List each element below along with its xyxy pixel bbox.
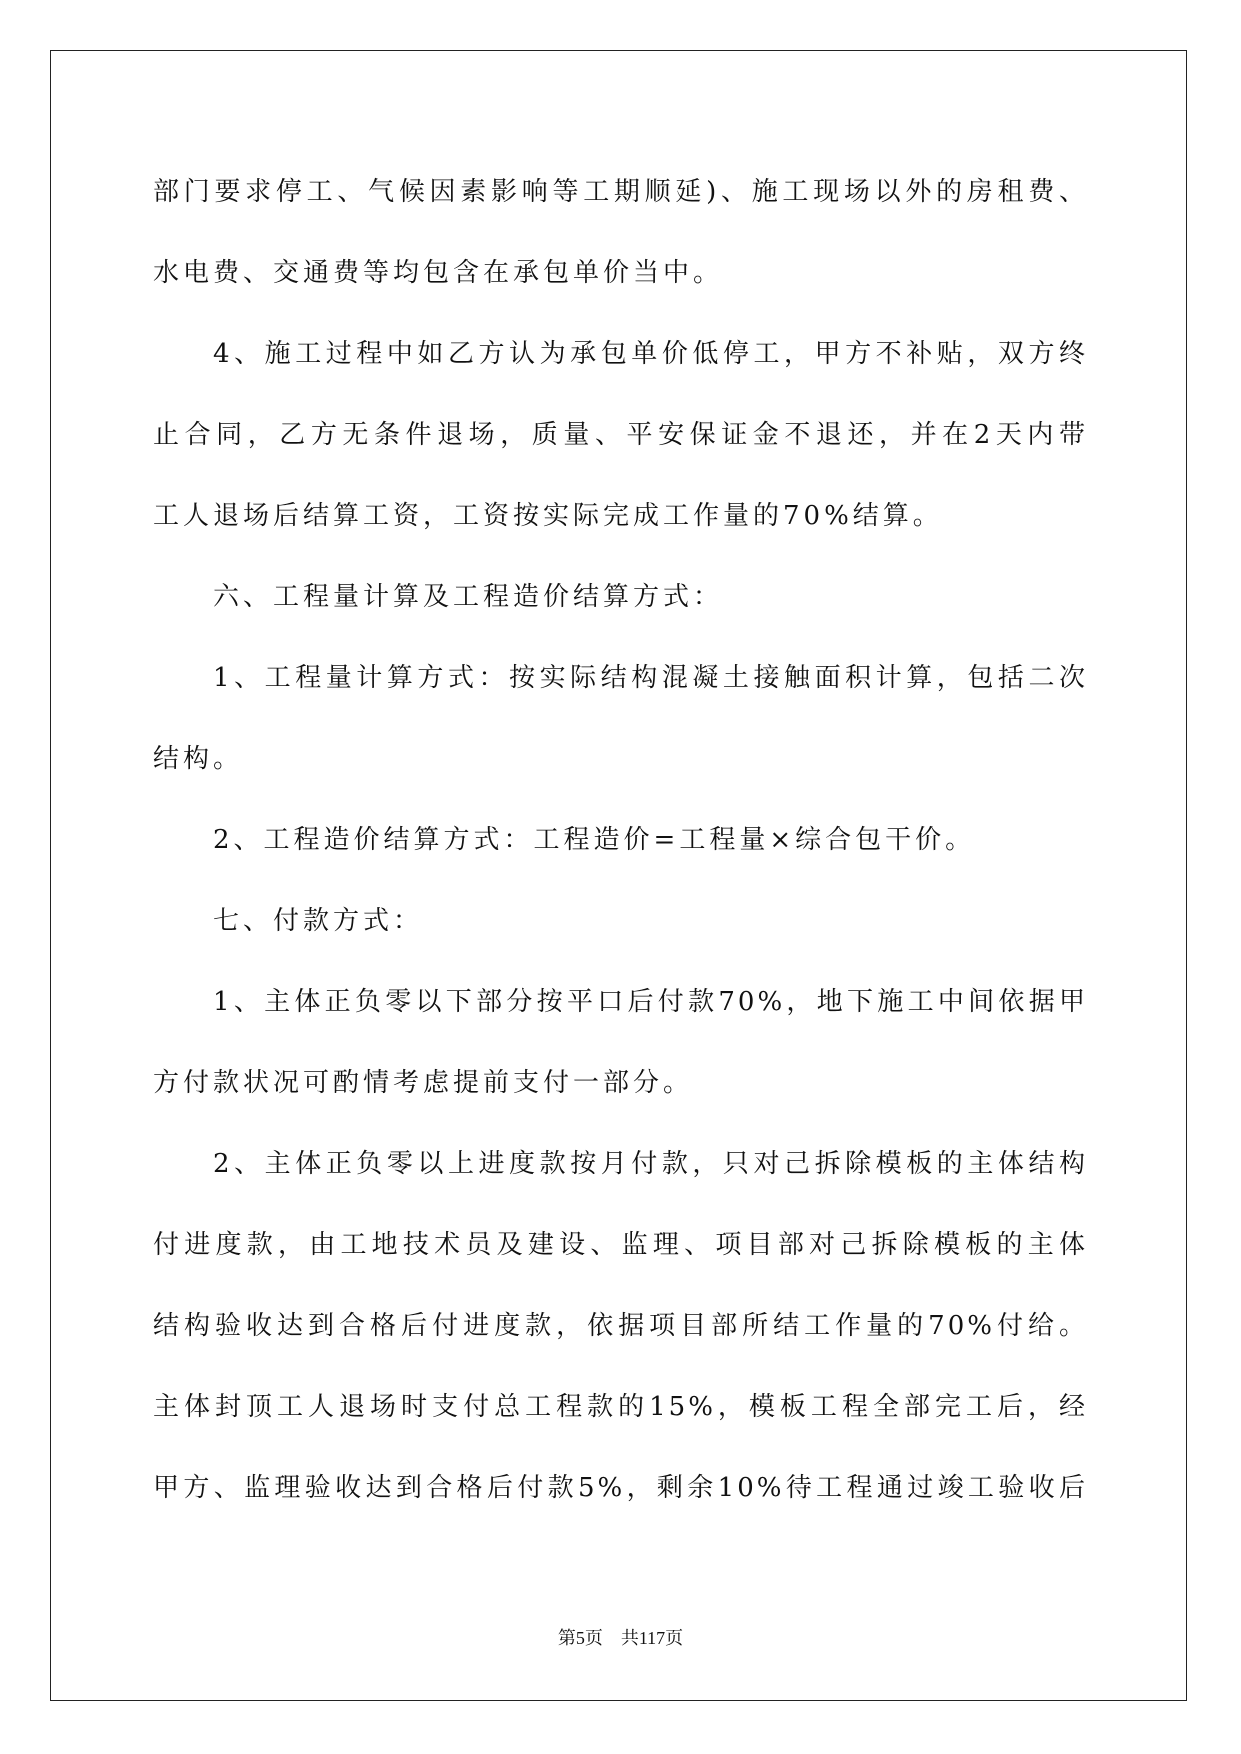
page-total: 共117页 xyxy=(620,1628,684,1648)
text-line: 水电费、交通费等均包含在承包单价当中。 xyxy=(153,258,724,288)
text-line: 付进度款，由工地技术员及建设、监理、项目部对己拆除模板的主体 xyxy=(153,1230,1088,1260)
text-line: 结构。 xyxy=(153,744,244,774)
text-line: 2、工程造价结算方式：工程造价=工程量×综合包干价。 xyxy=(213,825,976,855)
text-line: 工人退场后结算工资，工资按实际完成工作量的70%结算。 xyxy=(153,501,943,531)
text-line: 结构验收达到合格后付进度款，依据项目部所结工作量的70%付给。 xyxy=(153,1311,1088,1341)
text-line: 部门要求停工、气候因素影响等工期顺延)、施工现场以外的房租费、 xyxy=(153,177,1088,207)
page-footer xyxy=(0,1624,1241,1652)
text-line: 主体封顶工人退场时支付总工程款的15%，模板工程全部完工后，经 xyxy=(153,1392,1088,1422)
text-line: 方付款状况可酌情考虑提前支付一部分。 xyxy=(153,1068,694,1098)
text-line: 1、主体正负零以下部分按平口后付款70%，地下施工中间依据甲 xyxy=(213,987,1088,1017)
text-line: 2、主体正负零以上进度款按月付款，只对己拆除模板的主体结构 xyxy=(213,1149,1088,1179)
text-line: 止合同，乙方无条件退场，质量、平安保证金不退还，并在2天内带 xyxy=(153,420,1088,450)
text-line: 1、工程量计算方式：按实际结构混凝土接触面积计算，包括二次 xyxy=(213,663,1088,693)
document-body xyxy=(153,152,1088,1529)
text-line: 甲方、监理验收达到合格后付款5%，剩余10%待工程通过竣工验收后 xyxy=(153,1473,1088,1503)
section-heading: 七、付款方式： xyxy=(213,906,424,936)
section-heading: 六、工程量计算及工程造价结算方式： xyxy=(213,582,724,612)
text-line: 4、施工过程中如乙方认为承包单价低停工，甲方不补贴，双方终 xyxy=(213,339,1088,369)
page-number: 第5页 xyxy=(557,1628,603,1648)
